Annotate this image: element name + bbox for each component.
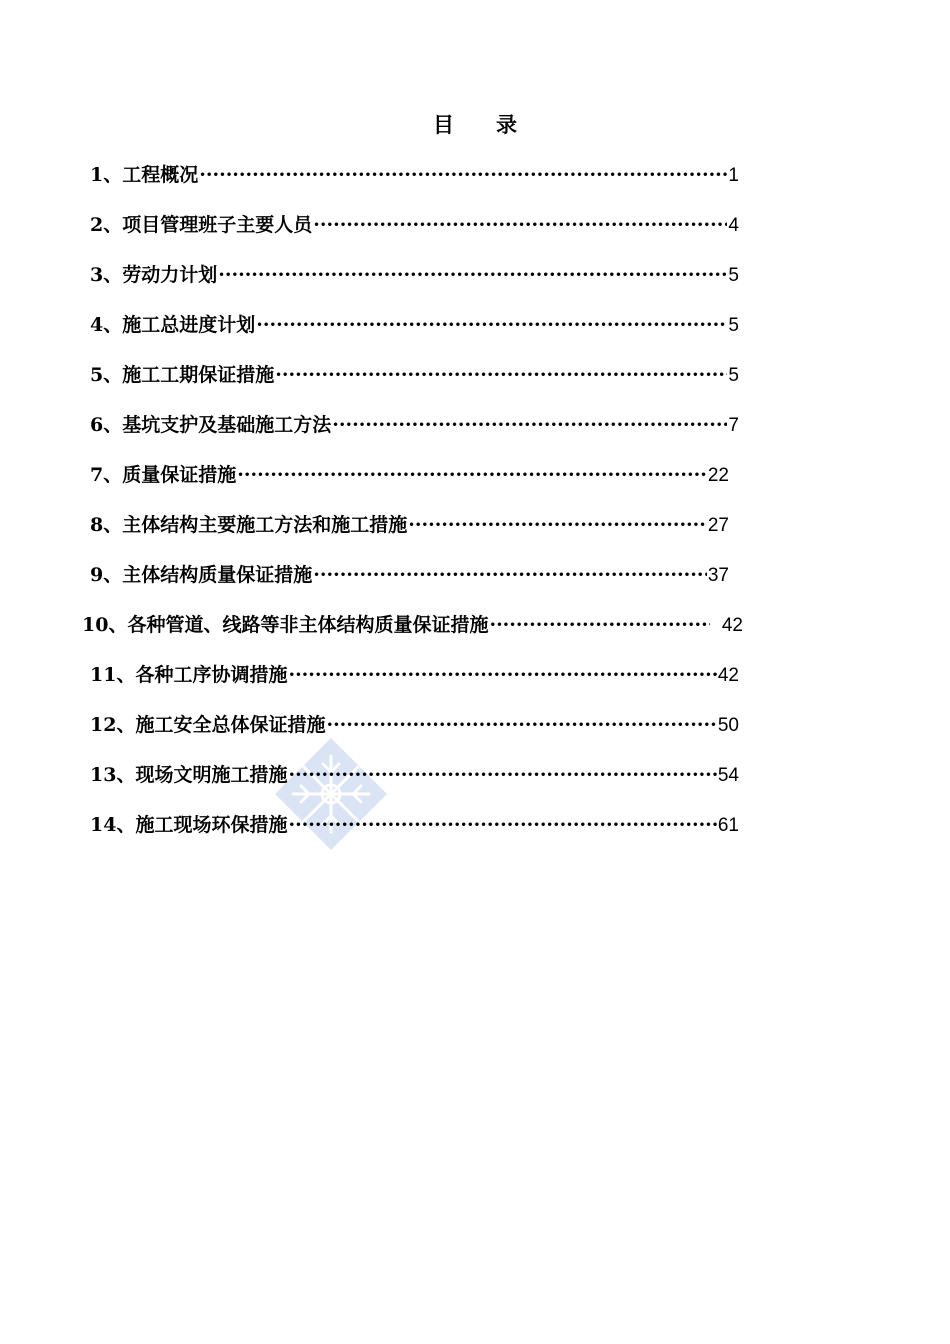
- toc-leader-dots: [237, 460, 707, 490]
- toc-entry-page: 5: [728, 265, 739, 286]
- toc-entry-page: 22: [707, 465, 729, 486]
- toc-entry-label: 8、主体结构主要施工方法和施工措施: [90, 514, 408, 536]
- toc-entry-label: 5、施工工期保证措施: [90, 364, 275, 386]
- toc-entry[interactable]: [90, 360, 739, 390]
- toc-leader-dots: [313, 210, 727, 240]
- toc-entry-page: 5: [728, 365, 739, 386]
- toc-entry-label: 3、劳动力计划: [90, 264, 218, 286]
- toc-entry[interactable]: [90, 710, 739, 740]
- toc-entry-label: 7、质量保证措施: [90, 464, 237, 486]
- toc-title: 目 录: [433, 112, 517, 137]
- toc-leader-dots: [408, 510, 707, 540]
- toc-entry[interactable]: [90, 310, 739, 340]
- toc-entry-label: 9、主体结构质量保证措施: [90, 564, 313, 586]
- toc-leader-dots: [288, 760, 716, 790]
- toc-entry-page: 42: [717, 665, 739, 686]
- toc-entry[interactable]: [90, 660, 739, 690]
- toc-leader-dots: [313, 560, 707, 590]
- toc-entry-page: 54: [717, 765, 739, 786]
- toc-entry-page: 42: [721, 615, 743, 636]
- toc-entry-page: 27: [707, 515, 729, 536]
- toc-entry-label: 2、项目管理班子主要人员: [90, 214, 313, 236]
- toc-entry-label: 11、各种工序协调措施: [90, 664, 288, 686]
- toc-entry-page: 4: [728, 215, 739, 236]
- toc-entry[interactable]: [90, 210, 739, 240]
- toc-leader-dots: [288, 810, 716, 840]
- toc-entry-page: 37: [707, 565, 729, 586]
- toc-leader-dots: [275, 360, 727, 390]
- toc-entry-label: 1、工程概况: [90, 164, 199, 186]
- toc-entry[interactable]: [90, 560, 729, 590]
- toc-entry[interactable]: [90, 810, 739, 840]
- toc-entry-label: 13、现场文明施工措施: [90, 764, 288, 786]
- toc-leader-dots: [489, 610, 709, 640]
- toc-entry[interactable]: [90, 760, 739, 790]
- toc-entry[interactable]: [90, 260, 739, 290]
- toc-entry[interactable]: [90, 510, 729, 540]
- toc-leader-dots: [218, 260, 727, 290]
- toc-entry-page: 1: [728, 165, 739, 186]
- toc-entry[interactable]: [90, 410, 739, 440]
- toc-leader-dots: [326, 710, 716, 740]
- toc-entry-page: 50: [717, 715, 739, 736]
- toc-entry-label: 10、各种管道、线路等非主体结构质量保证措施: [82, 614, 489, 636]
- toc-leader-dots: [288, 660, 716, 690]
- toc-leader-dots: [332, 410, 727, 440]
- toc-entry-label: 6、基坑支护及基础施工方法: [90, 414, 332, 436]
- toc-entry-label: 12、施工安全总体保证措施: [90, 714, 326, 736]
- toc-entry-label: 14、施工现场环保措施: [90, 814, 288, 836]
- toc-leader-dots: [256, 310, 727, 340]
- toc-entry-label: 4、施工总进度计划: [90, 314, 256, 336]
- toc-entry[interactable]: [82, 610, 743, 640]
- toc-entry[interactable]: [90, 160, 739, 190]
- toc-entry-page: 61: [717, 815, 739, 836]
- toc-entry-page: 5: [728, 315, 739, 336]
- toc-entry-page: 7: [728, 415, 739, 436]
- toc-leader-dots: [199, 160, 727, 190]
- toc-entry[interactable]: [90, 460, 729, 490]
